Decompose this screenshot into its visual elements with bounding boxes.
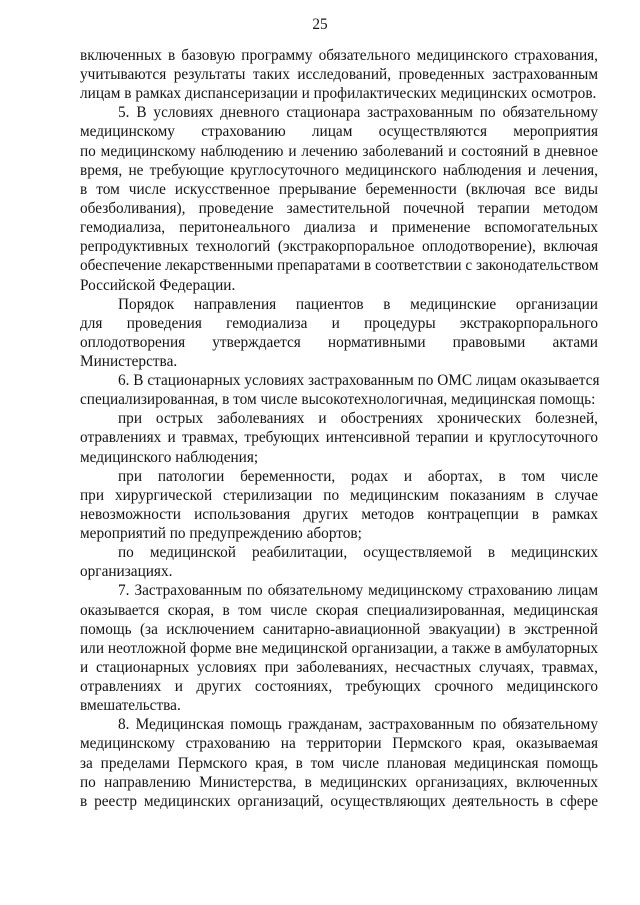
text-line: Министерства. xyxy=(80,353,178,370)
text-line: по медицинскому наблюдению и лечению заболеваний и состояний в дневное xyxy=(80,143,598,160)
text-line: медицинскому страхованию на территории Пермского края, оказываемая xyxy=(80,735,598,752)
text-line: лицам в рамках диспансеризации и профилактических медицинских осмотров. xyxy=(80,85,597,102)
text-line: Порядок направления пациентов в медицинские организации xyxy=(118,296,598,313)
text-line: при острых заболеваниях и обострениях хронических болезней, xyxy=(118,410,598,427)
text-line: медицинскому страхованию лицам осуществляются мероприятия xyxy=(80,123,598,140)
text-line: время, не требующие круглосуточного медицинского наблюдения и лечения, xyxy=(80,162,598,179)
text-line: оказывается скорая, в том числе скорая специализированная, медицинская xyxy=(80,602,598,619)
text-line: для проведения гемодиализа и процедуры экстракорпорального xyxy=(80,315,598,332)
text-line: невозможности использования других методов контрацепции в рамках xyxy=(80,506,598,523)
text-line: гемодиализа, перитонеального диализа и применение вспомогательных xyxy=(80,219,598,236)
text-line: обеспечение лекарственными препаратами в соответствии с законодательством xyxy=(80,257,599,274)
text-line: Российской Федерации. xyxy=(80,277,236,294)
text-line: за пределами Пермского края, в том числе плановая медицинская помощь xyxy=(80,755,598,772)
text-line: помощь (за исключением санитарно-авиационной эвакуации) в экстренной xyxy=(80,621,598,638)
text-line: мероприятий по предупреждению абортов; xyxy=(80,525,362,542)
text-line: оплодотворения утверждается нормативными правовыми актами xyxy=(80,334,598,351)
text-line: по медицинской реабилитации, осуществляемой в медицинских xyxy=(118,544,598,561)
text-line: 6. В стационарных условиях застрахованным по ОМС лицам оказывается xyxy=(118,372,600,389)
text-line: репродуктивных технологий (экстракорпоральное оплодотворение), включая xyxy=(80,238,598,255)
text-line: отравлениях и травмах, требующих интенсивной терапии и круглосуточного xyxy=(80,429,598,446)
text-line: организациях. xyxy=(80,563,173,580)
text-line: в реестр медицинских организаций, осуществляющих деятельность в сфере xyxy=(80,793,598,810)
text-line: обезболивания), проведение заместительной почечной терапии методом xyxy=(80,200,598,217)
text-line: отравлениях и других состояниях, требующих срочного медицинского xyxy=(80,678,598,695)
text-line: 8. Медицинская помощь гражданам, застрахованным по обязательному xyxy=(118,716,598,733)
text-line: по направлению Министерства, в медицинских организациях, включенных xyxy=(80,774,598,791)
text-line: учитываются результаты таких исследований, проведенных застрахованным xyxy=(80,66,598,83)
text-line: 5. В условиях дневного стационара застрахованным по обязательному xyxy=(118,104,598,121)
text-line: или неотложной форме вне медицинской организации, а также в амбулаторных xyxy=(80,640,598,657)
text-line: включенных в базовую программу обязательного медицинского страхования, xyxy=(80,47,598,64)
text-line: вмешательства. xyxy=(80,697,181,714)
text-line: и стационарных условиях при заболеваниях, несчастных случаях, травмах, xyxy=(80,659,598,676)
text-line: медицинского наблюдения; xyxy=(80,449,259,466)
text-line: специализированная, в том числе высокотехнологичная, медицинская помощь: xyxy=(80,391,596,408)
page-number: 25 xyxy=(312,16,328,33)
text-line: 7. Застрахованным по обязательному медицинскому страхованию лицам xyxy=(118,582,598,599)
text-line: при патологии беременности, родах и абортах, в том числе xyxy=(118,468,598,485)
text-line: при хирургической стерилизации по медицинским показаниям в случае xyxy=(80,487,598,504)
text-line: в том числе искусственное прерывание беременности (включая все виды xyxy=(80,181,598,198)
